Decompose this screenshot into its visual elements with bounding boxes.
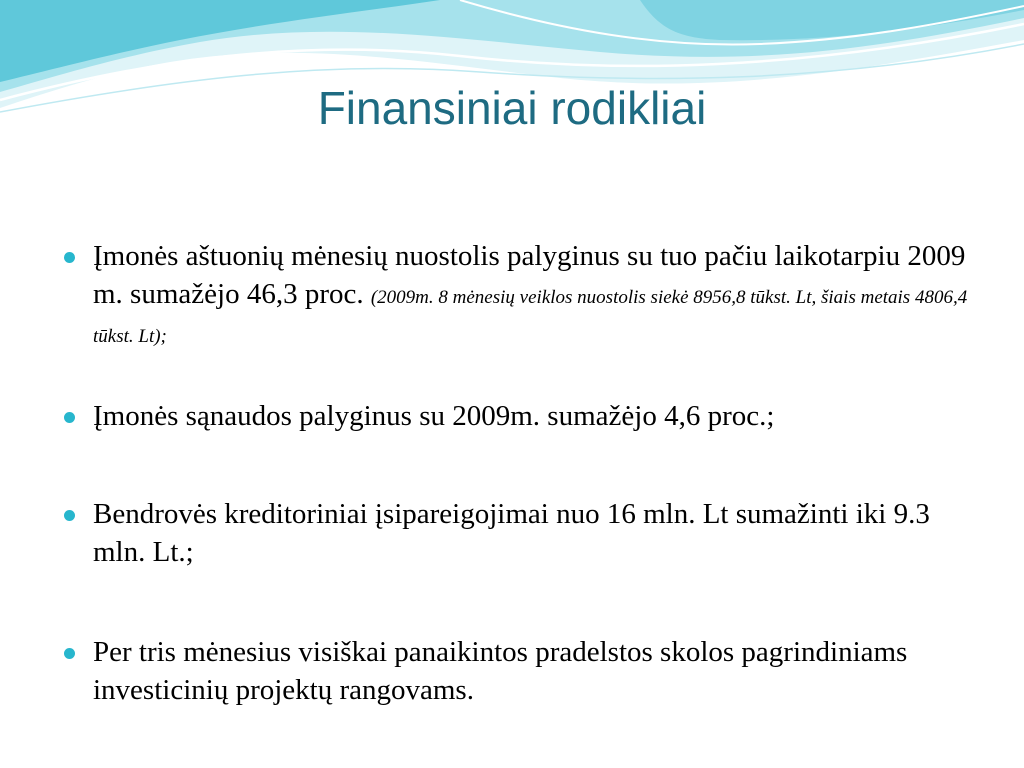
bullet-text: Bendrovės kreditoriniai įsipareigojimai nuo 16 mln. Lt sumažinti iki 9.3 mln. Lt.; xyxy=(93,498,930,568)
bullet-text-block xyxy=(93,237,980,353)
bullet-item xyxy=(60,495,980,571)
slide-title: Finansiniai rodikliai xyxy=(317,82,707,134)
bullet-text: Įmonės sąnaudos palyginus su 2009m. sumažėjo 4,6 proc.; xyxy=(93,400,775,432)
bullet-text: Per tris mėnesius visiškai panaikintos pradelstos skolos pagrindiniams investicinių projektų rangovams. xyxy=(93,636,908,706)
bullet-item xyxy=(60,633,980,709)
bullet-dot-icon xyxy=(60,397,93,435)
bullet-item xyxy=(60,237,980,353)
bullet-item xyxy=(60,397,980,435)
bullet-text: Įmonės aštuonių mėnesių nuostolis palyginus su tuo pačiu laikotarpiu 2009 m. sumažėjo 46,3 proc. xyxy=(93,240,966,310)
bullet-dot-icon xyxy=(60,495,93,533)
bullet-note: (2009m. 8 mėnesių veiklos nuostolis siekė 8956,8 tūkst. Lt, šiais metais 4806,4 tūkst. Lt); xyxy=(93,287,968,347)
bullet-dot-icon xyxy=(60,633,93,671)
bullet-dot-icon xyxy=(60,237,93,275)
